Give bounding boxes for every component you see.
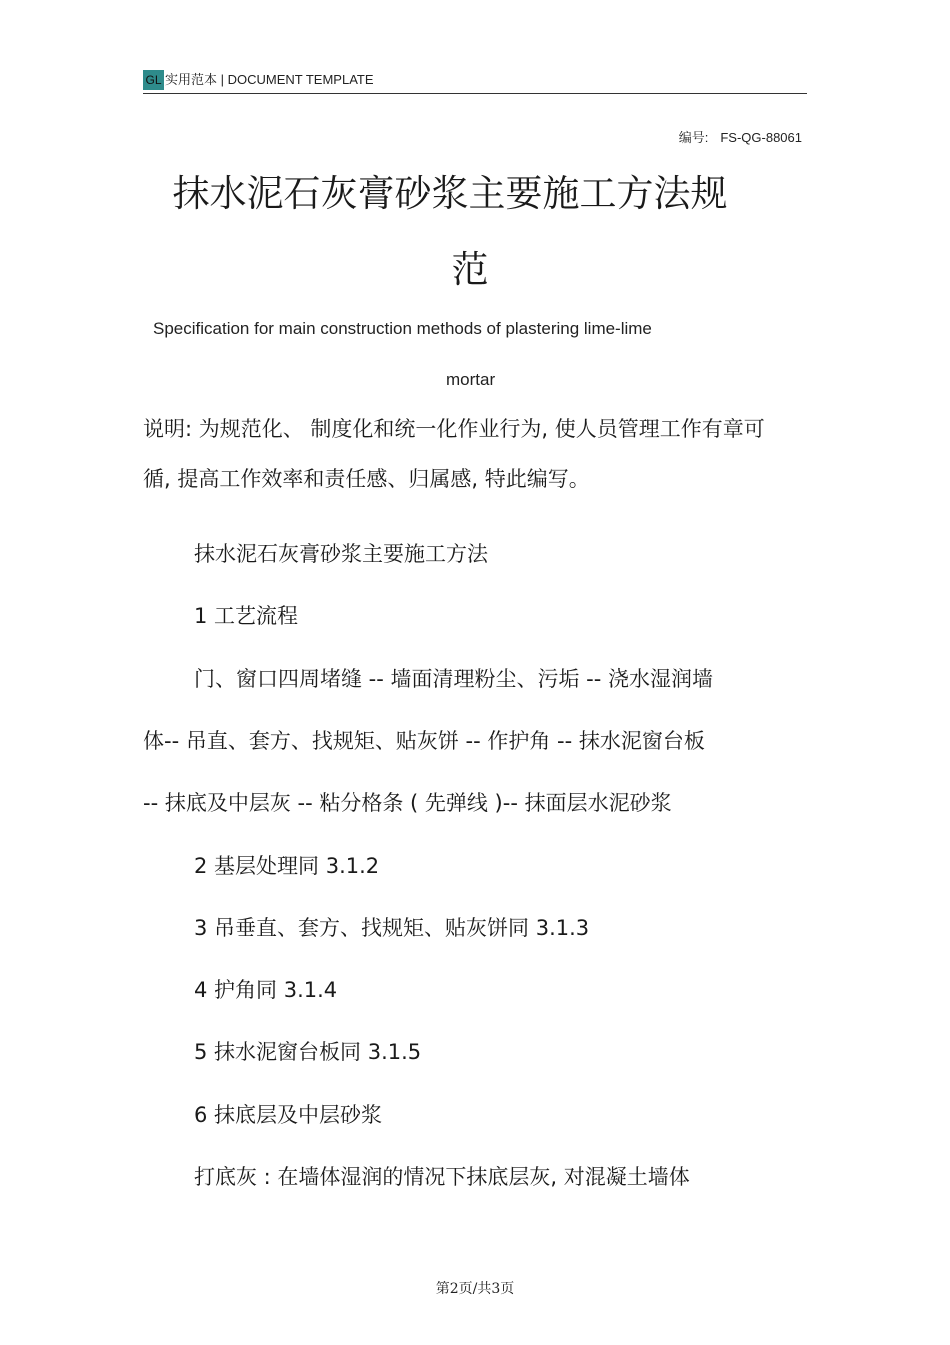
section-3-title: 3 吊垂直、套方、找规矩、贴灰饼同 3.1.3 bbox=[194, 916, 590, 940]
section-6-title: 6 抹底层及中层砂浆 bbox=[194, 1103, 383, 1127]
logo-badge: GL bbox=[143, 70, 164, 90]
english-subtitle-line2: mortar bbox=[446, 370, 496, 389]
intro-line2: 循, 提高工作效率和责任感、归属感, 特此编写。 bbox=[143, 467, 590, 491]
doc-number bbox=[679, 127, 802, 146]
section-4-title: 4 护角同 3.1.4 bbox=[194, 978, 338, 1002]
section-heading: 抹水泥石灰膏砂浆主要施工方法 bbox=[194, 542, 488, 566]
doc-number-value: FS-QG-88061 bbox=[720, 130, 802, 145]
doc-number-label: 编号: bbox=[678, 130, 709, 145]
page-header bbox=[143, 70, 807, 93]
document-title-line1: 抹水泥石灰膏砂浆主要施工方法规 bbox=[172, 172, 728, 215]
section-5-title: 5 抹水泥窗台板同 3.1.5 bbox=[194, 1040, 422, 1064]
flow-line3: -- 抹底及中层灰 -- 粘分格条 ( 先弹线 )-- 抹面层水泥砂浆 bbox=[143, 791, 672, 815]
flow-line2: 体-- 吊直、套方、找规矩、贴灰饼 -- 作护角 -- 抹水泥窗台板 bbox=[143, 729, 705, 753]
page-footer: 第2页/共3页 bbox=[435, 1281, 515, 1297]
header-text: 实用范本 | DOCUMENT TEMPLATE bbox=[165, 72, 374, 87]
section-2-title: 2 基层处理同 3.1.2 bbox=[194, 854, 380, 878]
header-divider bbox=[143, 93, 807, 94]
english-subtitle-line1: Specification for main construction methods of plastering lime-lime bbox=[153, 319, 652, 338]
body-last-line: 打底灰 : 在墙体湿润的情况下抹底层灰, 对混凝土墙体 bbox=[194, 1165, 690, 1189]
intro-line1: 说明: 为规范化、 制度化和统一化作业行为, 使人员管理工作有章可 bbox=[143, 417, 765, 441]
section-1-title: 1 工艺流程 bbox=[194, 604, 299, 628]
flow-line1: 门、窗口四周堵缝 -- 墙面清理粉尘、污垢 -- 浇水湿润墙 bbox=[194, 667, 714, 691]
document-title-line2: 范 bbox=[451, 248, 489, 291]
